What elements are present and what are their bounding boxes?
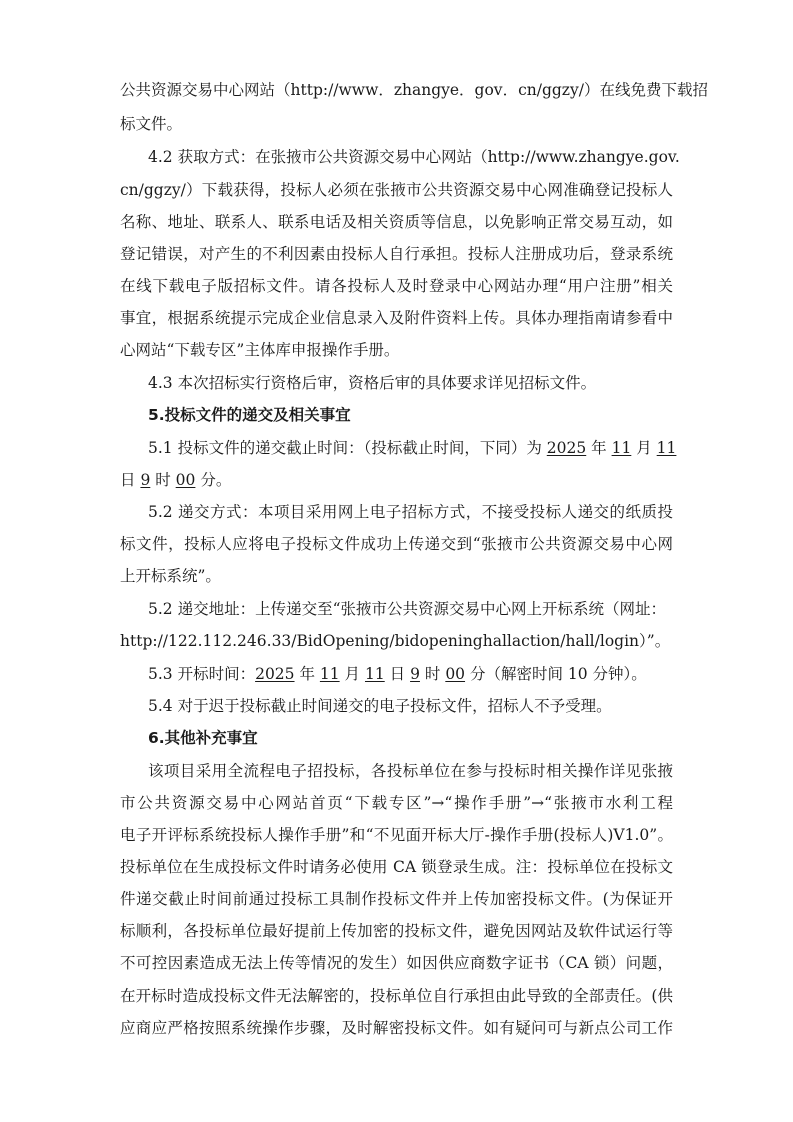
paragraph-5-2-method-line: 5.2 递交方式：本项目采用网上电子招标方式，不接受投标人递交的纸质投: [148, 503, 673, 521]
deadline-minute: 00: [175, 471, 196, 489]
deadline-year: 2025: [546, 439, 587, 457]
paragraph-line: 标文件。: [120, 115, 183, 133]
opening-suffix: 分（解密时间 10 分钟）。: [465, 665, 647, 683]
paragraph-6-line: 不可控因素造成无法上传等情况的发生）如因供应商数字证书（CA 锁）问题，: [120, 954, 673, 972]
deadline-line: [148, 438, 676, 458]
deadline-month-unit: 月: [631, 439, 657, 457]
deadline-hour-unit: 时: [150, 471, 176, 489]
paragraph-4-2-line: cn/ggzy/）下载获得，投标人必须在张掖市公共资源交易中心网准确登记投标人: [120, 181, 673, 199]
paragraph-4-3: 4.3 本次招标实行资格后审，资格后审的具体要求详见招标文件。: [148, 374, 597, 392]
deadline-prefix: 5.1 投标文件的递交截止时间：（投标截止时间，下同）为: [148, 439, 547, 457]
opening-prefix: 5.3 开标时间：: [148, 665, 256, 683]
paragraph-6-line: 市公共资源交易中心网站首页“下载专区”→“操作手册”→“张掖市水利工程: [120, 794, 673, 812]
paragraph-4-2-line: 登记错误，对产生的不利因素由投标人自行承担。投标人注册成功后，登录系统: [120, 245, 673, 263]
paragraph-6-line: 投标单位在生成投标文件时请务必使用 CA 锁登录生成。注：投标单位在投标文: [120, 858, 673, 876]
opening-minute: 00: [445, 665, 466, 683]
deadline-hour: 9: [140, 471, 151, 489]
opening-month: 11: [319, 665, 340, 683]
opening-time-line: [148, 664, 647, 684]
deadline-day: 11: [656, 439, 677, 457]
deadline-year-unit: 年: [586, 439, 612, 457]
paragraph-6-line: 应商应严格按照系统操作步骤，及时解密投标文件。如有疑问可与新点公司工作: [120, 1019, 673, 1037]
opening-hour: 9: [410, 665, 420, 683]
paragraph-4-2-line: 名称、地址、联系人、联系电话及相关资质等信息，以免影响正常交易互动，如: [120, 213, 673, 231]
opening-hour-unit: 时: [419, 665, 446, 683]
opening-day-unit: 日: [384, 665, 411, 683]
paragraph-5-2-address-line: http://122.112.246.33/BidOpening/bidopeninghallaction/hall/login）”。: [120, 632, 671, 650]
deadline-minute-unit: 分。: [195, 471, 232, 489]
opening-day: 11: [364, 665, 385, 683]
paragraph-line: 公共资源交易中心网站（http://www．zhangye．gov．cn/ggzy/）在线免费下载招: [120, 81, 708, 99]
paragraph-5-2-method-line: 标文件，投标人应将电子投标文件成功上传递交到“张掖市公共资源交易中心网: [120, 535, 673, 553]
opening-month-unit: 月: [339, 665, 365, 683]
paragraph-6-line: 在开标时造成投标文件无法解密的，投标单位自行承担由此导致的全部责任。(供: [120, 987, 673, 1005]
deadline-day-unit: 日: [120, 471, 141, 489]
paragraph-4-2-line: 心网站“下载专区”主体库申报操作手册。: [120, 341, 400, 359]
paragraph-5-4: 5.4 对于迟于投标截止时间递交的电子投标文件，招标人不予受理。: [148, 697, 612, 715]
paragraph-6-line: 电子开评标系统投标人操作手册”和“不见面开标大厅-操作手册(投标人)V1.0”。: [120, 826, 673, 844]
paragraph-5-2-address-line: 5.2 递交地址：上传递交至“张掖市公共资源交易中心网上开标系统（网址：: [148, 600, 667, 618]
deadline-line-2: [120, 470, 231, 490]
opening-year-unit: 年: [294, 665, 320, 683]
paragraph-4-2-line: 在线下载电子版招标文件。请各投标人及时登录中心网站办理“用户注册”相关: [120, 277, 673, 295]
section-6-heading: 6.其他补充事宜: [148, 729, 258, 747]
paragraph-5-2-method-line: 上开标系统”。: [120, 567, 221, 585]
paragraph-4-2-line: 4.2 获取方式：在张掖市公共资源交易中心网站（http://www.zhangye.gov.: [148, 148, 680, 166]
paragraph-6-line: 标顺利，各投标单位最好提前上传加密的投标文件，避免因网站及软件试运行等: [120, 922, 673, 940]
paragraph-6-line: 件递交截止时间前通过投标工具制作投标文件并上传加密投标文件。(为保证开: [120, 890, 673, 908]
paragraph-6-line: 该项目采用全流程电子招投标，各投标单位在参与投标时相关操作详见张掖: [148, 762, 673, 780]
section-5-heading: 5.投标文件的递交及相关事宜: [148, 406, 351, 424]
deadline-month: 11: [611, 439, 632, 457]
paragraph-4-2-line: 事宜，根据系统提示完成企业信息录入及附件资料上传。具体办理指南请参看中: [120, 309, 673, 327]
opening-year: 2025: [255, 665, 295, 683]
